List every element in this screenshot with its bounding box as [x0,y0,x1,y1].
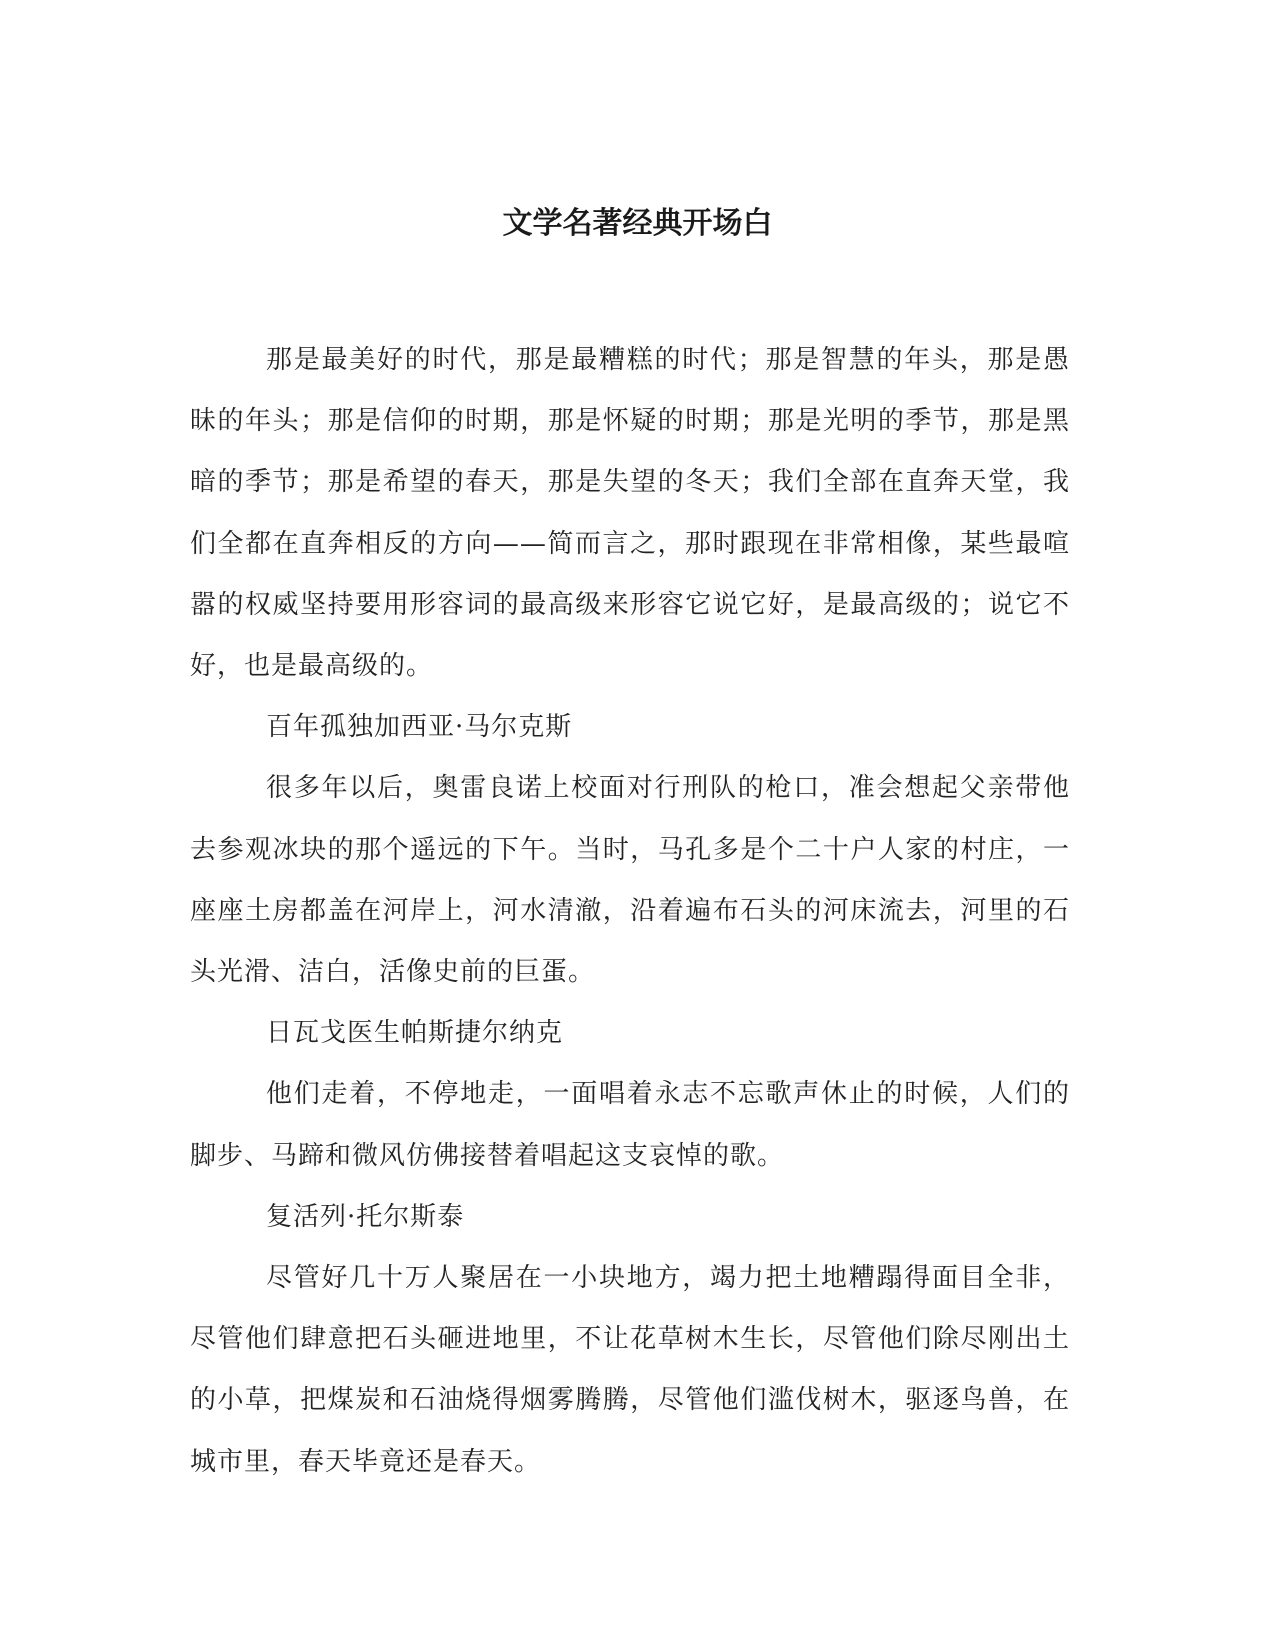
paragraph-hundred-years: 很多年以后，奥雷良诺上校面对行刑队的枪口，准会想起父亲带他去参观冰块的那个遥远的下午。当时，马孔多是个二十户人家的村庄，一座座土房都盖在河岸上，河水清澈，沿着遍布石头的河床流去，河里的石头光滑、洁白，活像史前的巨蛋。 [190,773,1070,988]
document-body [190,330,1070,1493]
book-attribution-doctor-zhivago: 日瓦戈医生帕斯捷尔纳克 [266,1018,564,1049]
book-attribution-resurrection: 复活列·托尔斯泰 [266,1201,465,1232]
paragraph-resurrection: 尽管好几十万人聚居在一小块地方，竭力把土地糟蹋得面目全非，尽管他们肆意把石头砸进地里，不让花草树木生长，尽管他们除尽刚出土的小草，把煤炭和石油烧得烟雾腾腾，尽管他们滥伐树木，驱逐鸟兽，在城市里，春天毕竟还是春天。 [190,1263,1070,1477]
book-attribution-hundred-years: 百年孤独加西亚·马尔克斯 [266,712,573,743]
paragraph-doctor-zhivago: 他们走着，不停地走，一面唱着永志不忘歌声休止的时候，人们的脚步、马蹄和微风仿佛接替着唱起这支哀悼的歌。 [190,1079,1070,1171]
document-title: 文学名著经典开场白 [502,206,773,241]
paragraph-tale-of-two-cities: 那是最美好的时代，那是最糟糕的时代；那是智慧的年头，那是愚昧的年头；那是信仰的时期，那是怀疑的时期；那是光明的季节，那是黑暗的季节；那是希望的春天，那是失望的冬天；我们全部在直奔天堂，我们全都在直奔相反的方向——简而言之，那时跟现在非常相像，某些最喧嚣的权威坚持要用形容词的最高级来形容它说它好，是最高级的；说它不好，也是最高级的。 [190,345,1070,682]
